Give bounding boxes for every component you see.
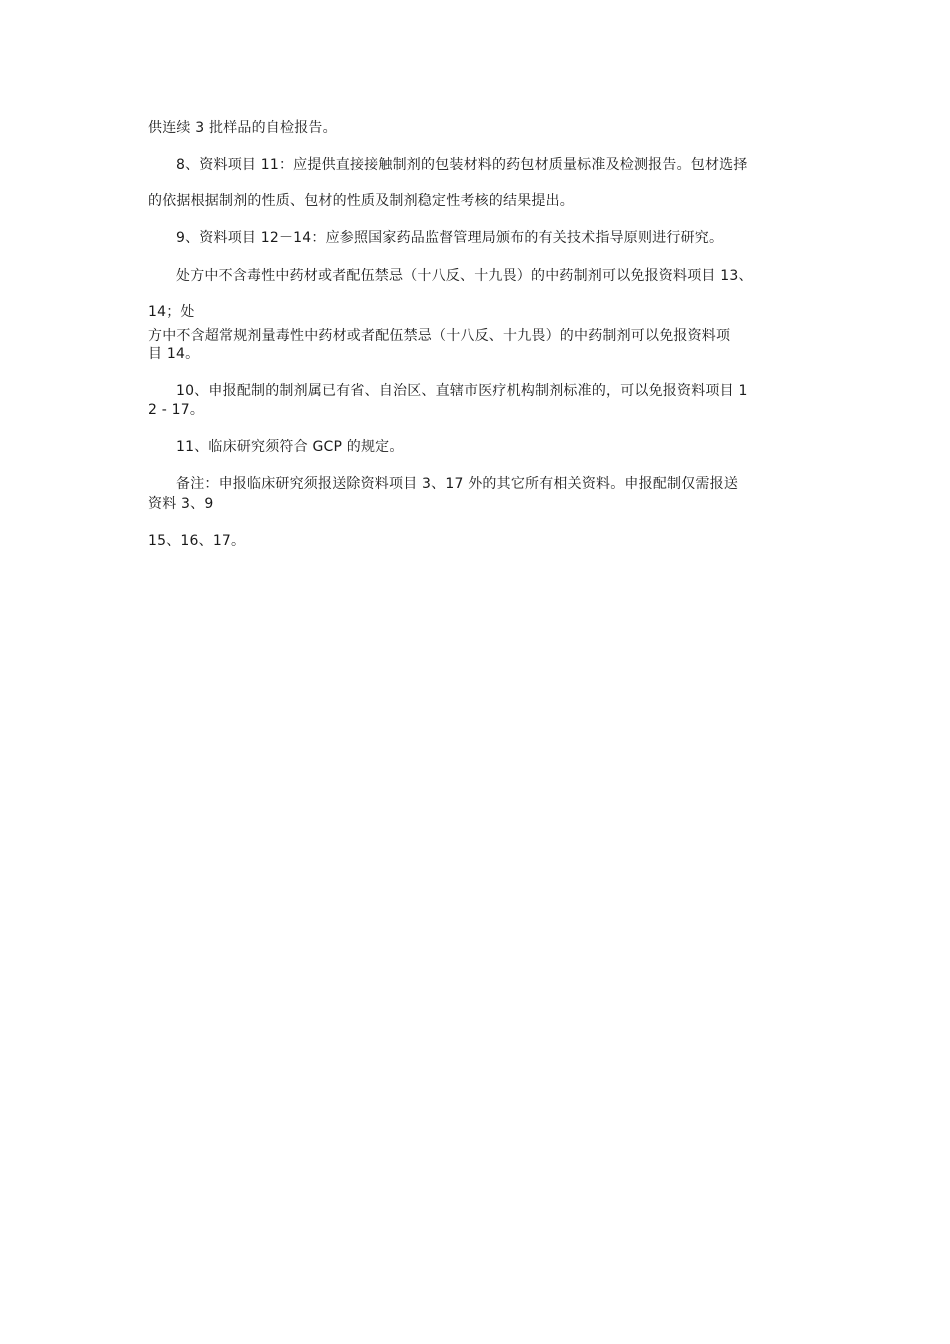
text-line-12: 备注：申报临床研究须报送除资料项目 3、17 外的其它所有相关资料。申报配制仅需报送 [176, 476, 739, 492]
text-line-11: 11、临床研究须符合 GCP 的规定。 [176, 439, 404, 455]
text-line-14: 15、16、17。 [148, 533, 246, 549]
text-line-5: 处方中不含毒性中药材或者配伍禁忌（十八反、十九畏）的中药制剂可以免报资料项目 13、 [176, 268, 753, 284]
text-line-8: 目 14。 [148, 346, 200, 362]
text-line-9: 10、申报配制的制剂属已有省、自治区、直辖市医疗机构制剂标准的，可以免报资料项目 1 [176, 383, 748, 399]
text-line-2: 8、资料项目 11：应提供直接接触制剂的包装材料的药包材质量标准及检测报告。包材选择 [176, 157, 748, 173]
text-line-6: 14；处 [148, 304, 195, 320]
text-line-7: 方中不含超常规剂量毒性中药材或者配伍禁忌（十八反、十九畏）的中药制剂可以免报资料项 [148, 328, 731, 344]
text-line-10: 2 - 17。 [148, 402, 205, 418]
text-line-13: 资料 3、9 [148, 496, 214, 512]
text-line-4: 9、资料项目 12－14：应参照国家药品监督管理局颁布的有关技术指导原则进行研究。 [176, 230, 724, 246]
text-line-1: 供连续 3 批样品的自检报告。 [148, 120, 337, 136]
text-line-3: 的依据根据制剂的性质、包材的性质及制剂稳定性考核的结果提出。 [148, 193, 574, 209]
